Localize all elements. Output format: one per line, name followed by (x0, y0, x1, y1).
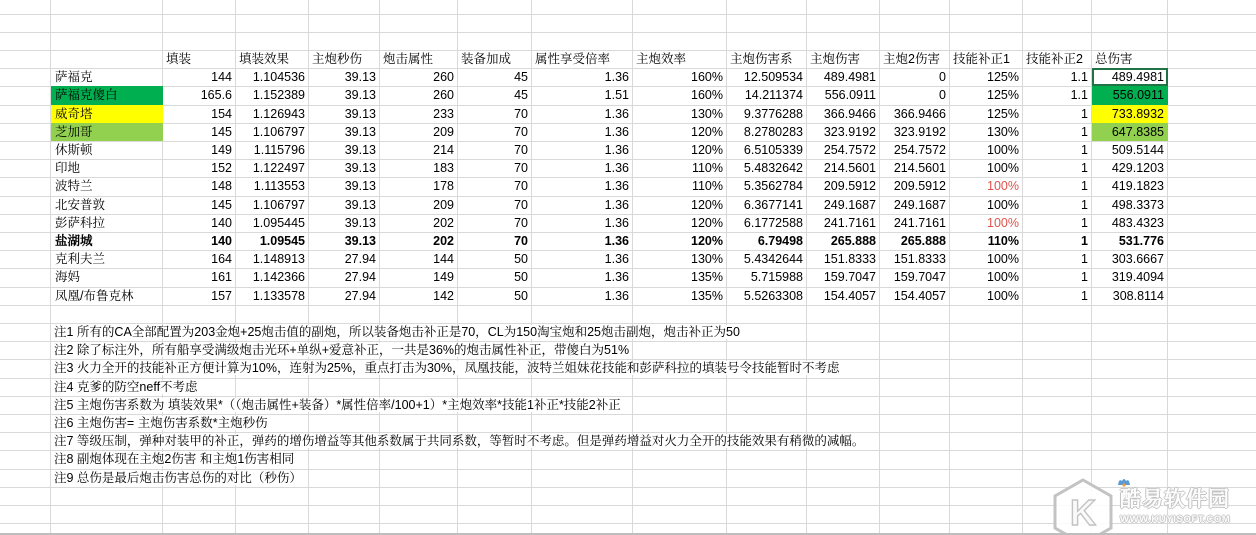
table-cell[interactable]: 154.4057 (893, 288, 946, 303)
row-margin-cell[interactable] (0, 177, 51, 195)
row-margin-cell[interactable] (0, 123, 51, 141)
table-cell[interactable]: 159.7047 (823, 270, 876, 285)
table-cell[interactable]: 209 (433, 124, 454, 139)
table-cell[interactable]: 130% (987, 124, 1019, 139)
note-text[interactable]: 注9 总伤是最后炮击伤害总伤的对比（秒伤） (51, 471, 305, 485)
table-row (0, 268, 1256, 286)
table-cell[interactable]: 6.3677141 (743, 197, 803, 212)
column-header[interactable]: 装备加成 (461, 52, 512, 66)
table-cell[interactable]: 39.13 (344, 143, 376, 157)
table-cell[interactable]: 14.211374 (744, 88, 803, 103)
table-cell[interactable]: 319.4094 (1111, 270, 1164, 285)
table-cell[interactable]: 1.115796 (253, 143, 305, 157)
table-cell[interactable]: 9.3776288 (743, 106, 803, 121)
table-cell[interactable]: 1 (1081, 124, 1088, 139)
ship-name-cell[interactable]: 芝加哥 (51, 123, 163, 141)
table-row (0, 287, 1256, 305)
table-cell[interactable]: 165.6 (200, 88, 232, 103)
table-cell[interactable]: 151.8333 (823, 252, 876, 267)
table-cell[interactable]: 159.7047 (893, 270, 946, 285)
table-cell[interactable]: 145 (211, 197, 232, 212)
table-cell[interactable]: 151.8333 (893, 252, 946, 267)
note-text[interactable]: 注6 主炮伤害= 主炮伤害系数*主炮秒伤 (51, 416, 271, 430)
table-cell[interactable]: 120% (691, 215, 723, 230)
table-cell[interactable]: 265.888 (830, 234, 876, 248)
table-row (0, 105, 1256, 123)
row-margin-cell[interactable] (0, 86, 51, 104)
table-cell[interactable]: 1 (1081, 143, 1088, 157)
note-row (51, 378, 201, 396)
table-cell[interactable]: 100% (987, 197, 1019, 212)
table-cell[interactable]: 249.1687 (823, 197, 876, 212)
row-margin-cell[interactable] (0, 250, 51, 268)
table-cell[interactable]: 1.1 (1070, 88, 1088, 103)
table-cell[interactable]: 1.36 (604, 143, 629, 157)
table-cell[interactable]: 1.36 (604, 215, 629, 230)
table-cell[interactable]: 1.36 (604, 197, 629, 212)
table-cell[interactable]: 1.36 (604, 234, 629, 248)
ship-name-cell[interactable]: 海妈 (55, 270, 81, 285)
table-cell[interactable]: 323.9192 (823, 124, 876, 139)
table-cell[interactable]: 1.36 (604, 288, 629, 303)
table-cell[interactable]: 144 (433, 252, 454, 267)
table-cell[interactable]: 142 (433, 288, 454, 303)
note-row (51, 341, 632, 359)
kuyisoft-logo-icon (1048, 477, 1118, 535)
note-row (51, 359, 842, 377)
table-cell[interactable]: 39.13 (344, 70, 376, 85)
table-cell[interactable]: 70 (514, 215, 528, 230)
table-row (0, 196, 1256, 214)
table-cell[interactable]: 8.2780283 (743, 124, 803, 139)
table-cell[interactable]: 27.94 (344, 270, 376, 285)
note-row (51, 414, 271, 432)
table-cell[interactable]: 39.13 (344, 197, 376, 212)
column-header[interactable]: 填装效果 (239, 52, 290, 66)
note-text[interactable]: 注3 火力全开的技能补正方便计算为10%，连射为25%，重点打击为30%，凤凰技能，波特兰姐妹花技能和彭萨科拉的填装号令技能暂时不考虑 (51, 361, 842, 375)
table-cell[interactable]: 5.4832642 (743, 161, 803, 176)
table-cell[interactable]: 366.9466 (893, 106, 946, 121)
table-cell[interactable]: 45 (514, 70, 528, 85)
table-cell[interactable]: 509.5144 (1111, 143, 1164, 157)
table-cell[interactable]: 100% (987, 179, 1019, 194)
ship-name-cell[interactable]: 克利夫兰 (55, 252, 106, 267)
row-margin-cell[interactable] (0, 268, 51, 286)
ship-name-cell[interactable]: 休斯顿 (55, 143, 93, 157)
table-cell[interactable]: 135% (691, 270, 723, 285)
table-cell[interactable]: 1.106797 (252, 124, 305, 139)
table-cell[interactable]: 100% (987, 161, 1019, 176)
corner-cell[interactable] (0, 50, 51, 68)
table-cell[interactable]: 120% (691, 234, 723, 248)
table-cell[interactable]: 498.3373 (1111, 197, 1164, 212)
table-cell[interactable]: 39.13 (344, 234, 376, 248)
column-header[interactable]: 技能补正2 (1026, 52, 1083, 66)
ship-name-cell[interactable]: 印地 (55, 161, 81, 176)
watermark-site-url: WWW.KUYISOFT.COM (1120, 514, 1231, 525)
row-tail-cell[interactable] (1168, 287, 1256, 305)
table-cell[interactable]: 265.888 (900, 234, 946, 248)
table-cell[interactable]: 209 (433, 197, 454, 212)
table-cell[interactable]: 0 (939, 88, 946, 103)
table-cell[interactable]: 5.3562784 (743, 179, 803, 194)
table-cell[interactable]: 1.122497 (252, 161, 305, 176)
table-row (0, 123, 1256, 141)
row-tail-cell[interactable] (1168, 68, 1256, 86)
table-cell[interactable]: 202 (433, 215, 454, 230)
table-cell[interactable]: 183 (433, 161, 454, 176)
table-cell[interactable]: 1.095445 (252, 215, 305, 230)
table-cell[interactable]: 6.79498 (757, 234, 803, 248)
watermark (1048, 477, 1256, 535)
column-header[interactable]: 主炮伤害系 (730, 52, 793, 66)
table-cell[interactable]: 260 (433, 70, 454, 85)
table-cell[interactable]: 27.94 (344, 252, 376, 267)
table-cell[interactable]: 50 (514, 252, 528, 267)
table-cell[interactable]: 202 (433, 234, 454, 248)
table-cell[interactable]: 140 (211, 234, 232, 248)
row-margin-cell[interactable] (0, 214, 51, 232)
table-cell[interactable]: 120% (691, 124, 723, 139)
row-tail-cell[interactable] (1168, 86, 1256, 104)
row-tail-cell[interactable] (1168, 196, 1256, 214)
table-cell[interactable]: 254.7572 (823, 143, 876, 157)
table-cell[interactable]: 130% (691, 106, 723, 121)
table-cell[interactable]: 214.5601 (893, 161, 946, 176)
table-cell[interactable]: 214 (433, 143, 454, 157)
table-cell[interactable]: 1 (1081, 106, 1088, 121)
table-cell[interactable]: 1.51 (604, 88, 629, 103)
table-cell[interactable]: 209.5912 (823, 179, 876, 194)
table-cell[interactable]: 140 (211, 215, 232, 230)
table-row (0, 214, 1256, 232)
table-cell[interactable]: 1.1 (1070, 70, 1088, 85)
selected-cell[interactable]: 489.4981 (1092, 68, 1168, 86)
row-margin-cell[interactable] (0, 105, 51, 123)
table-cell[interactable]: 39.13 (344, 215, 376, 230)
column-header[interactable]: 总伤害 (1095, 52, 1133, 66)
table-cell[interactable]: 1.36 (604, 124, 629, 139)
table-cell[interactable]: 39.13 (344, 88, 376, 103)
table-cell[interactable]: 50 (514, 288, 528, 303)
column-header[interactable]: 主炮效率 (636, 52, 687, 66)
row-margin-cell[interactable] (0, 68, 51, 86)
table-cell[interactable]: 45 (514, 88, 528, 103)
table-cell[interactable]: 70 (514, 106, 528, 121)
table-row (0, 177, 1256, 195)
table-cell[interactable]: 100% (987, 143, 1019, 157)
table-cell[interactable]: 1.36 (604, 70, 629, 85)
table-cell[interactable]: 209.5912 (893, 179, 946, 194)
table-cell[interactable]: 1.126943 (252, 106, 305, 121)
table-cell[interactable]: 120% (691, 197, 723, 212)
table-row (0, 141, 1256, 159)
table-cell[interactable]: 164 (211, 252, 232, 267)
note-row (51, 469, 305, 487)
table-cell[interactable]: 6.1772588 (743, 215, 803, 230)
row-margin-cell[interactable] (0, 196, 51, 214)
column-header[interactable]: 主炮2伤害 (883, 52, 940, 66)
row-tail-cell[interactable] (1168, 159, 1256, 177)
table-cell[interactable]: 6.5105339 (743, 143, 803, 157)
table-cell[interactable]: 647.8385 (1092, 123, 1168, 141)
table-cell[interactable]: 70 (514, 161, 528, 176)
row-margin-cell[interactable] (0, 159, 51, 177)
table-cell[interactable]: 145 (211, 124, 232, 139)
ship-name-cell[interactable]: 萨福克傻白 (51, 86, 163, 104)
row-margin-cell[interactable] (0, 141, 51, 159)
table-cell[interactable]: 1 (1081, 288, 1088, 303)
table-cell[interactable]: 1 (1081, 252, 1088, 267)
table-cell[interactable]: 39.13 (344, 124, 376, 139)
table-cell[interactable]: 5.715988 (750, 270, 803, 285)
note-row (51, 450, 297, 468)
gridline-h (0, 14, 1256, 15)
gridline-h (0, 305, 1256, 306)
table-cell[interactable]: 733.8932 (1092, 105, 1168, 123)
table-cell[interactable]: 1.36 (604, 270, 629, 285)
table-cell[interactable]: 429.1203 (1111, 161, 1164, 176)
table-cell[interactable]: 154 (211, 106, 232, 121)
row-tail-cell[interactable] (1168, 105, 1256, 123)
table-cell[interactable]: 483.4323 (1111, 215, 1164, 230)
table-cell[interactable]: 214.5601 (823, 161, 876, 176)
table-row (0, 250, 1256, 268)
ship-name-cell[interactable]: 北安普敦 (55, 197, 106, 212)
table-cell[interactable]: 144 (211, 70, 232, 85)
table-cell[interactable]: 260 (433, 88, 454, 103)
note-text[interactable]: 注7 等级压制，弹种对装甲的补正，弹药的增伤增益等其他系数属于共同系数，等暂时不考虑。但是弹药增益对火力全开的技能效果有稍微的减幅。 (51, 434, 867, 448)
column-header[interactable]: 主炮伤害 (810, 52, 861, 66)
mascot-icon (1117, 477, 1131, 487)
table-cell[interactable]: 0 (939, 70, 946, 85)
row-tail-cell[interactable] (1168, 141, 1256, 159)
table-cell[interactable]: 1.104536 (252, 70, 305, 85)
table-cell[interactable]: 157 (211, 288, 232, 303)
table-cell[interactable]: 254.7572 (893, 143, 946, 157)
table-cell[interactable]: 110% (987, 234, 1019, 248)
table-cell[interactable]: 110% (691, 179, 723, 194)
ship-name-cell[interactable]: 萨福克 (55, 70, 93, 85)
table-cell[interactable]: 27.94 (344, 288, 376, 303)
table-cell[interactable]: 100% (987, 288, 1019, 303)
table-cell[interactable]: 39.13 (344, 161, 376, 176)
table-cell[interactable]: 249.1687 (893, 197, 946, 212)
table-cell[interactable]: 1.36 (604, 161, 629, 176)
table-cell[interactable]: 160% (691, 88, 723, 103)
table-row (0, 86, 1256, 104)
row-margin-cell[interactable] (0, 287, 51, 305)
table-cell[interactable]: 1 (1081, 179, 1088, 194)
column-header[interactable]: 主炮秒伤 (312, 52, 363, 66)
table-cell[interactable]: 125% (987, 88, 1019, 103)
header-row (0, 50, 1256, 68)
table-cell[interactable]: 149 (211, 143, 232, 157)
logo-letter: K (1070, 492, 1096, 533)
table-cell[interactable]: 50 (514, 270, 528, 285)
table-cell[interactable]: 148 (211, 179, 232, 194)
table-cell[interactable]: 1.133578 (252, 288, 305, 303)
table-cell[interactable]: 1.148913 (252, 252, 305, 267)
note-row (51, 323, 743, 341)
table-cell[interactable]: 70 (514, 234, 528, 248)
table-cell[interactable]: 5.5263308 (743, 288, 803, 303)
table-cell[interactable]: 323.9192 (893, 124, 946, 139)
table-cell[interactable]: 154.4057 (823, 288, 876, 303)
watermark-text-block (1120, 483, 1230, 525)
table-cell[interactable]: 160% (691, 70, 723, 85)
row-tail-cell[interactable] (1168, 250, 1256, 268)
row-tail-cell[interactable] (1168, 123, 1256, 141)
table-cell[interactable]: 120% (691, 143, 723, 157)
note-text[interactable]: 注2 除了标注外，所有船享受满级炮击光环+单纵+爱意补正，一共是36%的炮击属性补正，带傻白为51% (51, 343, 632, 357)
table-cell[interactable]: 161 (211, 270, 232, 285)
table-cell[interactable]: 39.13 (344, 106, 376, 121)
table-cell[interactable]: 1.152389 (252, 88, 305, 103)
table-cell[interactable]: 241.7161 (893, 215, 946, 230)
ship-name-cell[interactable]: 威奇塔 (51, 105, 163, 123)
table-row (0, 232, 1256, 250)
table-cell[interactable]: 1.106797 (252, 197, 305, 212)
note-row (51, 432, 867, 450)
gridline-h (0, 32, 1256, 33)
table-cell[interactable]: 1.36 (604, 179, 629, 194)
table-row (0, 68, 1256, 86)
row-tail-cell[interactable] (1168, 268, 1256, 286)
row-tail-cell[interactable] (1168, 214, 1256, 232)
note-text[interactable]: 注1 所有的CA全部配置为203金炮+25炮击值的副炮，所以装备炮击补正是70，CL为150淘宝炮和25炮击副炮，炮击补正为50 (51, 325, 743, 339)
table-cell[interactable]: 556.0911 (824, 88, 876, 103)
column-header[interactable]: 填装 (166, 52, 192, 66)
table-cell[interactable]: 100% (987, 252, 1019, 267)
table-row (0, 159, 1256, 177)
table-cell[interactable]: 70 (514, 143, 528, 157)
table-cell[interactable]: 366.9466 (823, 106, 876, 121)
table-cell[interactable]: 100% (987, 270, 1019, 285)
ship-name-cell[interactable]: 盐湖城 (55, 234, 93, 248)
table-cell[interactable]: 110% (691, 161, 723, 176)
table-cell[interactable]: 135% (691, 288, 723, 303)
table-cell[interactable]: 1.142366 (252, 270, 305, 285)
note-text[interactable]: 注8 副炮体现在主炮2伤害 和主炮1伤害相同 (51, 452, 297, 466)
table-cell[interactable]: 489.4981 (823, 70, 876, 85)
table-cell[interactable]: 556.0911 (1092, 86, 1168, 104)
table-cell[interactable]: 70 (514, 179, 528, 194)
table-cell[interactable]: 308.8114 (1112, 288, 1164, 303)
table-cell[interactable]: 130% (691, 252, 723, 267)
table-cell[interactable]: 1.36 (604, 252, 629, 267)
table-cell[interactable]: 1 (1081, 270, 1088, 285)
table-cell[interactable]: 1.09545 (259, 234, 305, 248)
table-cell[interactable]: 531.776 (1118, 234, 1164, 248)
table-cell[interactable]: 303.6667 (1111, 252, 1164, 267)
table-cell[interactable]: 125% (987, 70, 1019, 85)
table-cell[interactable]: 1 (1081, 161, 1088, 176)
table-cell[interactable]: 39.13 (344, 179, 376, 194)
table-cell[interactable]: 419.1823 (1111, 179, 1164, 194)
watermark-site-name: 酷易软件园 (1120, 483, 1230, 513)
ship-name-cell[interactable]: 波特兰 (55, 179, 93, 194)
note-text[interactable]: 注4 克爹的防空neff不考虑 (51, 380, 201, 394)
table-cell[interactable]: 178 (433, 179, 454, 194)
table-cell[interactable]: 1 (1081, 234, 1088, 248)
table-cell[interactable]: 1 (1081, 197, 1088, 212)
table-cell[interactable]: 152 (211, 161, 232, 176)
table-cell[interactable]: 1 (1081, 215, 1088, 230)
table-cell[interactable]: 149 (433, 270, 454, 285)
table-cell[interactable]: 12.509534 (743, 70, 803, 85)
ship-name-cell[interactable]: 凤凰/布鲁克林 (55, 288, 134, 303)
table-cell[interactable]: 241.7161 (823, 215, 876, 230)
column-header[interactable]: 技能补正1 (953, 52, 1010, 66)
ship-name-cell[interactable]: 彭萨科拉 (55, 215, 106, 230)
table-cell[interactable]: 5.4342644 (743, 252, 803, 267)
row-margin-cell[interactable] (0, 232, 51, 250)
table-cell[interactable]: 233 (433, 106, 454, 121)
table-cell[interactable]: 70 (514, 197, 528, 212)
note-text[interactable]: 注5 主炮伤害系数为 填装效果*（（炮击属性+装备）*属性倍率/100+1）*主炮效率*技能1补正*技能2补正 (51, 398, 624, 412)
table-cell[interactable]: 1.113553 (253, 179, 305, 194)
row-tail-cell[interactable] (1168, 232, 1256, 250)
ship-name-header-cell[interactable] (51, 50, 163, 68)
row-tail-cell[interactable] (1168, 177, 1256, 195)
note-row (51, 396, 624, 414)
column-header[interactable]: 炮击属性 (383, 52, 434, 66)
table-cell[interactable]: 125% (987, 106, 1019, 121)
column-header[interactable]: 属性享受倍率 (535, 52, 611, 66)
table-cell[interactable]: 100% (987, 215, 1019, 230)
table-cell[interactable]: 70 (514, 124, 528, 139)
table-cell[interactable]: 1.36 (604, 106, 629, 121)
